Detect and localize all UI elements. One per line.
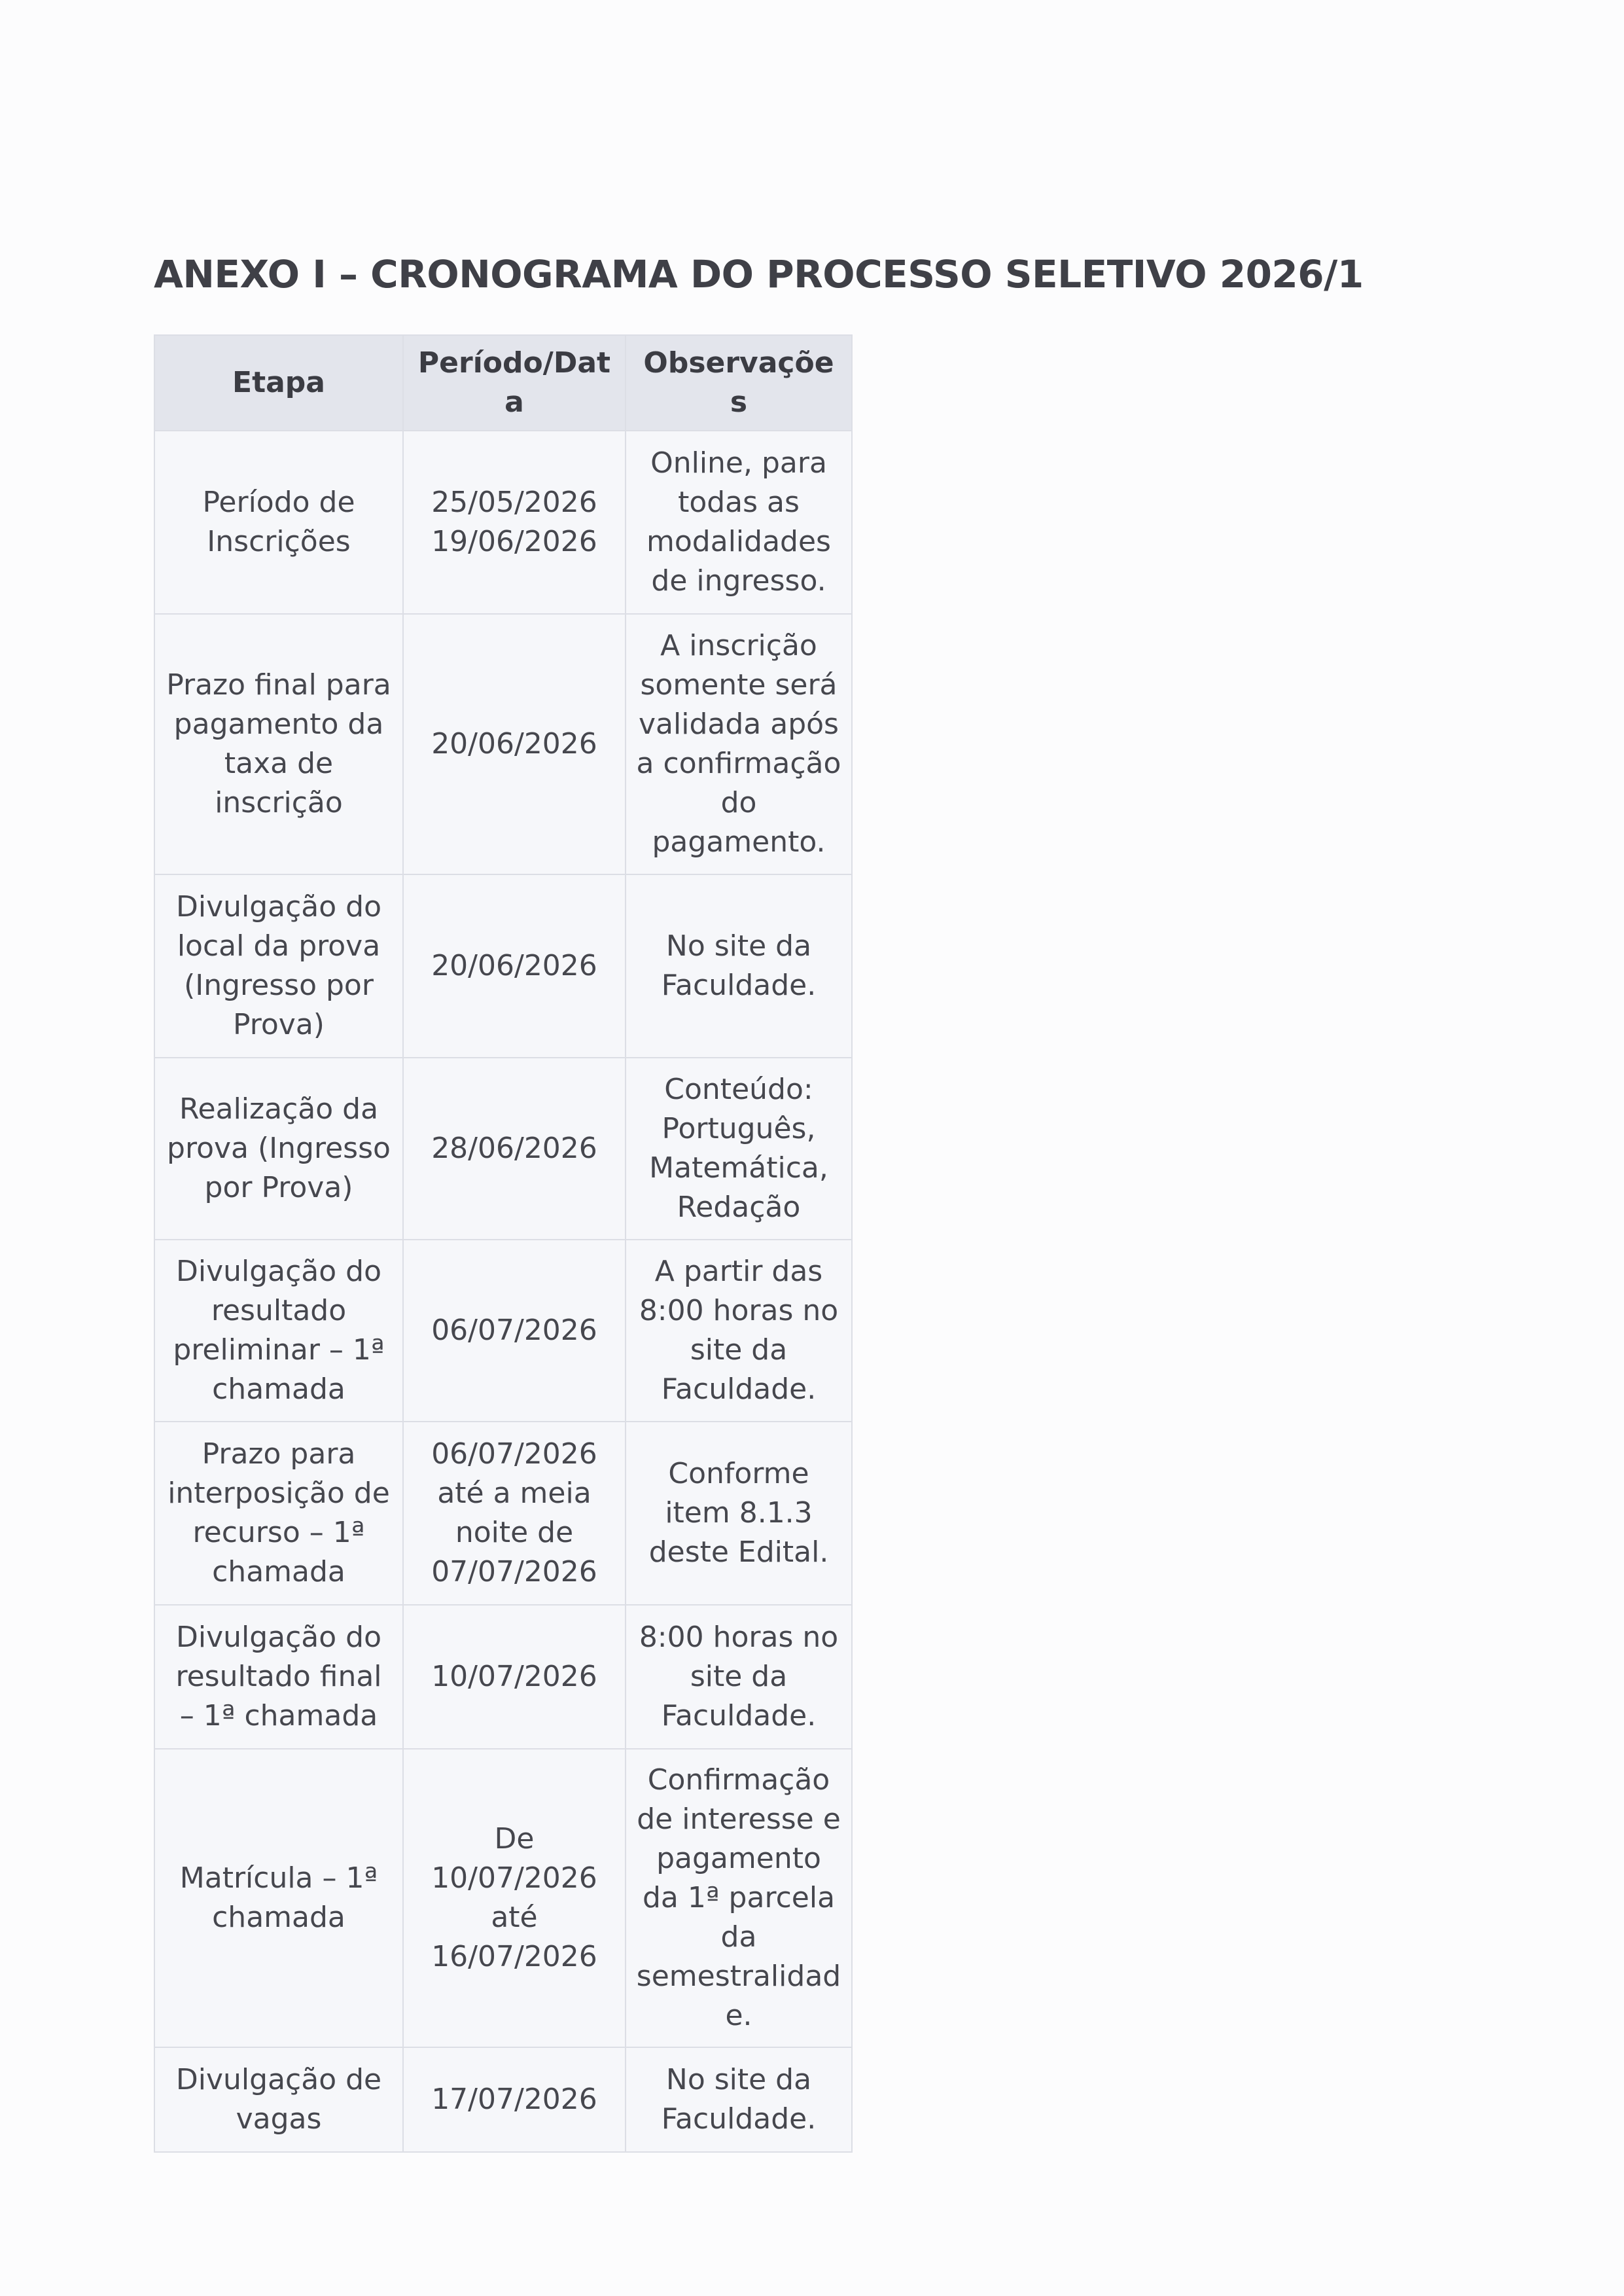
observacoes-cell: 8:00 horas no site da Faculdade.: [626, 1605, 852, 1749]
observacoes-cell: No site da Faculdade.: [626, 874, 852, 1058]
schedule-table: [154, 334, 853, 2153]
etapa-cell: Realização da prova (Ingresso por Prova): [154, 1058, 403, 1240]
table-row: [154, 1058, 852, 1240]
periodo-cell: 28/06/2026: [403, 1058, 626, 1240]
table-row: [154, 614, 852, 874]
periodo-cell: 20/06/2026: [403, 614, 626, 874]
periodo-cell: 20/06/2026: [403, 874, 626, 1058]
observacoes-cell: Confirmação de interesse e pagamento da 1ª parcela da semestralidade.: [626, 1749, 852, 2047]
table-row: [154, 1605, 852, 1749]
table-row: [154, 1422, 852, 1605]
etapa-cell: Divulgação do resultado final – 1ª chamada: [154, 1605, 403, 1749]
observacoes-cell: Online, para todas as modalidades de ingresso.: [626, 431, 852, 614]
column-header-observacoes: Observações: [626, 335, 852, 431]
etapa-cell: Divulgação do resultado preliminar – 1ª chamada: [154, 1240, 403, 1422]
periodo-cell: 17/07/2026: [403, 2047, 626, 2152]
observacoes-cell: No site da Faculdade.: [626, 2047, 852, 2152]
table-header-row: [154, 335, 852, 431]
table-row: [154, 1240, 852, 1422]
periodo-cell: 06/07/2026 até a meia noite de 07/07/2026: [403, 1422, 626, 1605]
periodo-cell: De 10/07/2026 até 16/07/2026: [403, 1749, 626, 2047]
observacoes-cell: Conforme item 8.1.3 deste Edital.: [626, 1422, 852, 1605]
table-row: [154, 1749, 852, 2047]
periodo-cell: 10/07/2026: [403, 1605, 626, 1749]
etapa-cell: Prazo final para pagamento da taxa de inscrição: [154, 614, 403, 874]
column-header-etapa: Etapa: [154, 335, 403, 431]
periodo-line: 19/06/2026: [431, 525, 597, 558]
periodo-cell: [403, 431, 626, 614]
etapa-cell: Prazo para interposição de recurso – 1ª chamada: [154, 1422, 403, 1605]
etapa-cell: Divulgação de vagas: [154, 2047, 403, 2152]
observacoes-cell: Conteúdo: Português, Matemática, Redação: [626, 1058, 852, 1240]
etapa-cell: Divulgação do local da prova (Ingresso por Prova): [154, 874, 403, 1058]
observacoes-cell: A inscrição somente será validada após a confirmação do pagamento.: [626, 614, 852, 874]
table-row: [154, 2047, 852, 2152]
table-row: [154, 874, 852, 1058]
periodo-cell: 06/07/2026: [403, 1240, 626, 1422]
table-row: [154, 431, 852, 614]
page-title: ANEXO I – CRONOGRAMA DO PROCESSO SELETIVO 2026/1: [154, 252, 1364, 296]
periodo-line: 25/05/2026: [431, 486, 597, 519]
etapa-cell: Matrícula – 1ª chamada: [154, 1749, 403, 2047]
column-header-periodo: Período/Data: [403, 335, 626, 431]
observacoes-cell: A partir das 8:00 horas no site da Faculdade.: [626, 1240, 852, 1422]
etapa-cell: Período de Inscrições: [154, 431, 403, 614]
